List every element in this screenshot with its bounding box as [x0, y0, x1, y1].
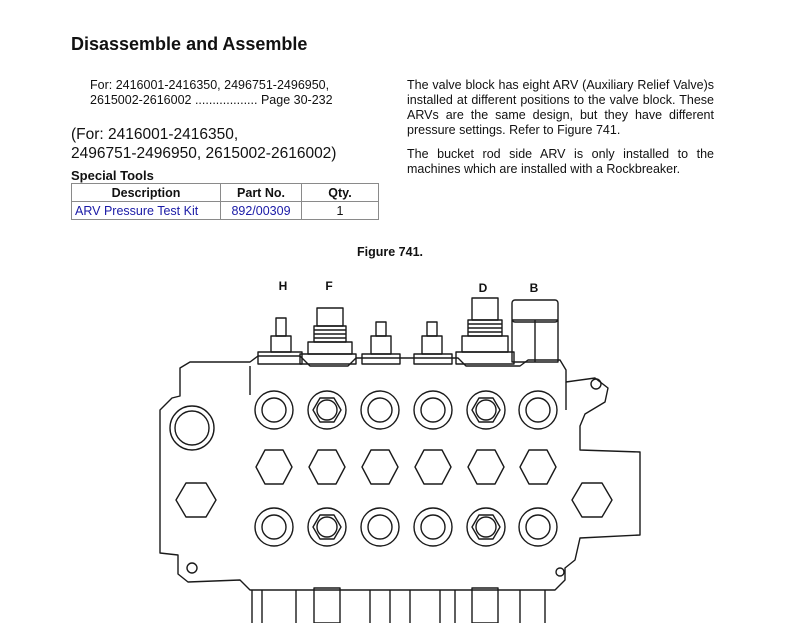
arv-d-valve	[456, 298, 514, 364]
reference-serials: 2615002-2616002 ..................	[90, 93, 258, 107]
reference-line-1: For: 2416001-2416350, 2496751-2496950,	[90, 78, 330, 92]
reference-line-2	[90, 93, 380, 108]
valve-block-body	[160, 356, 640, 590]
callout-label: H	[278, 279, 288, 293]
callout-label: F	[325, 279, 333, 293]
top-port-row	[255, 391, 557, 429]
callout-label: B	[529, 281, 539, 295]
special-tools-heading: Special Tools	[71, 168, 154, 183]
solenoid-b-valve	[512, 300, 558, 362]
page-title: Disassemble and Assemble	[71, 34, 308, 54]
reference-note	[90, 78, 380, 108]
serial-range-line-1: (For: 2416001-2416350,	[71, 126, 239, 143]
table-row	[72, 202, 379, 220]
column-header-description: Description	[72, 184, 221, 202]
description-paragraph-1: The valve block has eight ARV (Auxiliary Relief Valve)s installed at different positions to the valve block. These ARVs are the same design, but they have different pressure settings. Refer to Figure 741.	[407, 78, 714, 137]
special-tools-table	[71, 183, 379, 220]
figure-caption: Figure 741.	[357, 245, 423, 259]
lower-spools	[252, 588, 545, 623]
table-header-row	[72, 184, 379, 202]
arv-f-valve	[300, 308, 356, 364]
tool-part-number-link[interactable]: 892/00309	[221, 202, 302, 220]
bottom-port-row	[255, 508, 557, 546]
tool-quantity: 1	[302, 202, 379, 220]
page-reference-link[interactable]: Page 30-232	[260, 93, 333, 107]
arv-h-valve	[258, 318, 302, 364]
column-header-qty: Qty.	[302, 184, 379, 202]
column-header-part-no: Part No.	[221, 184, 302, 202]
tool-description-link[interactable]: ARV Pressure Test Kit	[72, 202, 221, 220]
valve-block-figure	[0, 270, 790, 623]
callout-label: D	[478, 281, 488, 295]
middle-port-row	[256, 450, 556, 484]
serial-range	[71, 125, 371, 163]
description-paragraph-2: The bucket rod side ARV is only installed to the machines which are installed with a Rockbreaker.	[407, 147, 714, 176]
description-text	[407, 78, 714, 186]
serial-range-line-2: 2496751-2496950, 2615002-2616002)	[71, 145, 337, 162]
